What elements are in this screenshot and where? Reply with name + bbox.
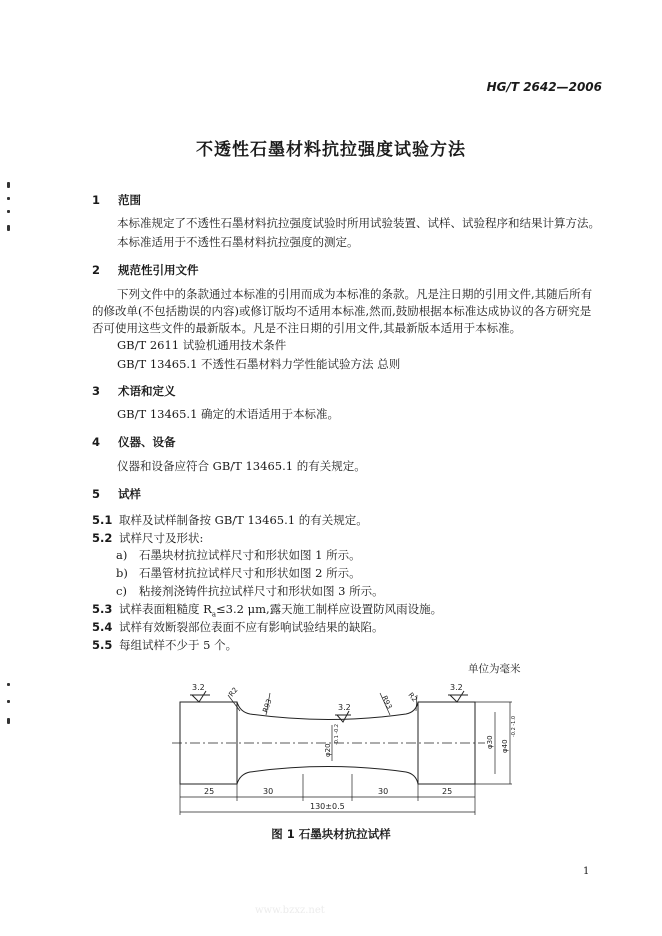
margin-mark [7,182,10,188]
reference-entry: GB/T 2611 试验机通用技术条件 [117,338,287,352]
dim-label: φ30 [486,735,494,749]
section-heading: 2 规范性引用文件 [92,263,199,277]
dim-label: 3.2 [450,683,463,692]
clause-item: 5.2 试样尺寸及形状: [92,531,204,545]
list-item: a) 石墨块材抗拉试样尺寸和形状如图 1 所示。 [116,548,361,562]
roughness-symbol [190,691,210,702]
margin-mark [7,683,10,686]
dim-label: 25 [204,787,215,796]
section-heading: 1 范围 [92,193,141,207]
paragraph: 下列文件中的条款通过本标准的引用而成为本标准的条款。凡是注日期的引用文件,其随后所有 [117,287,593,301]
reference-entry: GB/T 13465.1 不透性石墨材料力学性能试验方法 总则 [117,357,401,371]
dim-label: -0.1 -0.2 [334,723,340,745]
dim-label: φ20 [324,743,332,757]
dim-label: 30 [378,787,389,796]
margin-mark [7,700,10,703]
roughness-symbol [448,691,468,702]
dim-label: 3.2 [192,683,205,692]
dim-label: -0.2 -1.0 [511,715,517,737]
clause-item: 5.1 取样及试样制备按 GB/T 13465.1 的有关规定。 [92,513,368,527]
paragraph: 的修改单(不包括勘误的内容)或修订版均不适用本标准,然而,鼓励根据本标准达成协议的各方研究是 [92,304,592,318]
paragraph: GB/T 13465.1 确定的术语适用于本标准。 [117,407,340,421]
watermark: www.bzxz.net [255,905,325,916]
dim-label: 3.2 [338,703,351,712]
dim-label: φ40 [501,739,509,753]
dim-label: 25 [442,787,453,796]
roughness-symbol [335,711,351,722]
section-heading: 3 术语和定义 [92,384,176,398]
margin-mark [7,197,10,200]
section-heading: 4 仪器、设备 [92,435,176,449]
paragraph: 否可使用这些文件的最新版本。凡是不注日期的引用文件,其最新版本适用于本标准。 [92,321,522,335]
clause-item: 5.5 每组试样不少于 5 个。 [92,638,238,652]
paragraph: 仪器和设备应符合 GB/T 13465.1 的有关规定。 [117,459,366,473]
dim-label: R93 [261,697,274,714]
clause-item: 5.3 试样表面粗糙度 $R_a\le 3.2$ μm,露天施工制样应设置防风雨设施。 [92,602,443,619]
dim-label: R93 [380,694,394,711]
list-item: b) 石墨管材抗拉试样尺寸和形状如图 2 所示。 [116,566,361,580]
clause-item: 5.4 试样有效断裂部位表面不应有影响试验结果的缺陷。 [92,620,384,634]
standard-code: HG/T 2642—2006 [486,80,602,94]
specimen-drawing [170,675,520,820]
margin-mark [7,718,10,724]
margin-mark [7,210,10,213]
dim-label: 30 [263,787,274,796]
section-heading: 5 试样 [92,487,141,501]
dim-label: R2 [406,691,419,704]
paragraph: 本标准适用于不透性石墨材料抗拉强度的测定。 [117,235,359,249]
dim-label: 130±0.5 [310,802,345,811]
figure-caption: 图 1 石墨块材抗拉试样 [271,827,391,841]
list-item: c) 粘接剂浇铸件抗拉试样尺寸和形状如图 3 所示。 [116,584,384,598]
paragraph: 本标准规定了不透性石墨材料抗拉强度试验时所用试验装置、试样、试验程序和结果计算方法。 [117,216,600,230]
dim-label: R2 [227,685,240,699]
figure-unit-note: 单位为毫米 [468,663,521,675]
document-title: 不透性石墨材料抗拉强度试验方法 [196,140,466,160]
margin-mark [7,225,10,231]
page-number: 1 [583,866,590,877]
